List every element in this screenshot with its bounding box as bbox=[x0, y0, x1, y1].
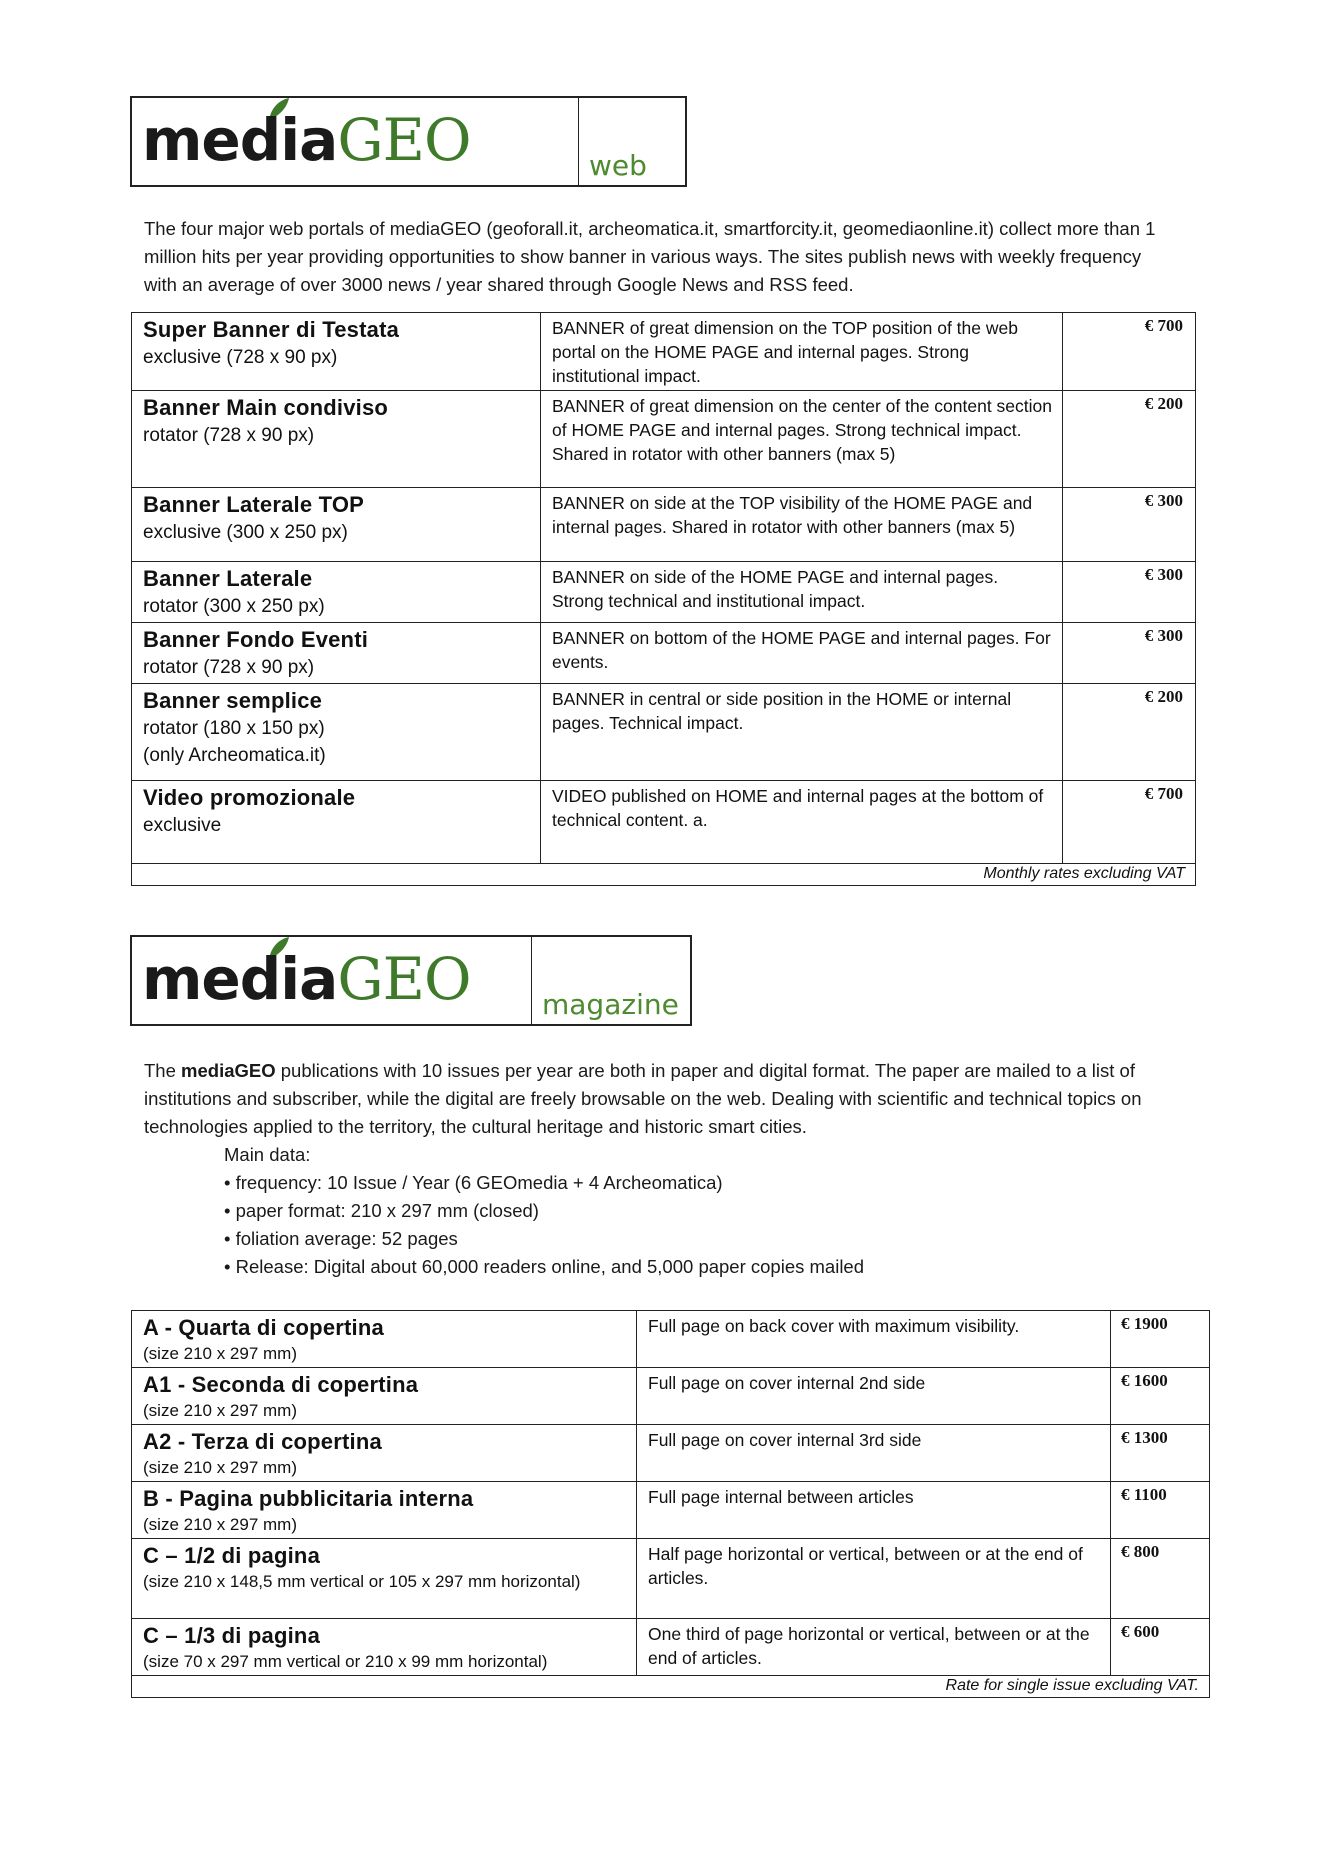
product-spec: (size 210 x 297 mm) bbox=[143, 1344, 297, 1363]
description-cell bbox=[637, 1482, 1111, 1539]
table-row bbox=[132, 781, 1196, 864]
product-name: C – 1/3 di pagina bbox=[143, 1623, 321, 1648]
product-name: Video promozionale bbox=[143, 785, 356, 810]
description-cell bbox=[637, 1539, 1111, 1619]
product-cell bbox=[132, 781, 541, 864]
description-cell bbox=[541, 562, 1063, 623]
product-spec: rotator (300 x 250 px) bbox=[143, 596, 325, 617]
magazine-footnote: Rate for single issue excluding VAT. bbox=[132, 1676, 1210, 1698]
product-description: BANNER of great dimension on the TOP position of the web portal on the HOME PAGE and internal pages. Strong institutional impact. bbox=[552, 318, 1018, 386]
product-name: Banner Main condiviso bbox=[143, 395, 389, 420]
product-description: BANNER on bottom of the HOME PAGE and internal pages. For events. bbox=[552, 628, 1051, 672]
price-cell: € 600 bbox=[1111, 1619, 1210, 1676]
list-item: • foliation average: 52 pages bbox=[224, 1228, 458, 1249]
product-description: Full page on cover internal 2nd side bbox=[648, 1373, 926, 1393]
product-name: B - Pagina pubblicitaria interna bbox=[143, 1486, 474, 1511]
product-cell bbox=[132, 313, 541, 391]
product-cell bbox=[132, 684, 541, 781]
description-cell bbox=[541, 623, 1063, 684]
product-name: A - Quarta di copertina bbox=[143, 1315, 384, 1340]
product-name: Banner Laterale bbox=[143, 566, 313, 591]
description-cell bbox=[541, 391, 1063, 488]
product-spec: (size 210 x 148,5 mm vertical or 105 x 297 mm horizontal) bbox=[143, 1572, 581, 1591]
price-cell: € 1100 bbox=[1111, 1482, 1210, 1539]
logo-media-text: media bbox=[142, 106, 338, 174]
product-spec: rotator (180 x 150 px) bbox=[143, 718, 325, 739]
table-footer-row bbox=[132, 864, 1196, 886]
product-spec: (size 210 x 297 mm) bbox=[143, 1401, 297, 1420]
product-cell bbox=[132, 1368, 637, 1425]
table-row bbox=[132, 1368, 1210, 1425]
price-cell: € 200 bbox=[1063, 391, 1196, 488]
product-spec: (size 70 x 297 mm vertical or 210 x 99 mm horizontal) bbox=[143, 1652, 548, 1671]
intro-brand: mediaGEO bbox=[181, 1060, 276, 1081]
product-name: Banner Laterale TOP bbox=[143, 492, 365, 517]
price-cell: € 200 bbox=[1063, 684, 1196, 781]
product-description: BANNER on side of the HOME PAGE and internal pages. Strong technical and institutional impact. bbox=[552, 567, 999, 611]
product-description: Full page on back cover with maximum visibility. bbox=[648, 1316, 1020, 1336]
product-cell bbox=[132, 391, 541, 488]
table-row bbox=[132, 1425, 1210, 1482]
product-spec: exclusive (728 x 90 px) bbox=[143, 347, 338, 368]
product-description: One third of page horizontal or vertical, between or at the end of articles. bbox=[648, 1624, 1090, 1668]
product-name: C – 1/2 di pagina bbox=[143, 1543, 321, 1568]
description-cell bbox=[637, 1425, 1111, 1482]
intro-prefix: The bbox=[144, 1060, 182, 1081]
magazine-logo-panel bbox=[132, 937, 532, 1024]
product-description: Full page internal between articles bbox=[648, 1487, 914, 1507]
product-spec: (only Archeomatica.it) bbox=[143, 745, 326, 766]
intro-rest: publications with 10 issues per year are both in paper and digital format. The paper are mailed to a list of institutions and subscriber, while the digital are freely browsable on the web. Dealing with scientific and technical topics on technologies applied to the territory, the cultural heritage and historic smart cities. bbox=[144, 1060, 1142, 1137]
main-data-label: Main data: bbox=[224, 1144, 311, 1165]
product-name: A1 - Seconda di copertina bbox=[143, 1372, 419, 1397]
description-cell bbox=[541, 684, 1063, 781]
logo-geo-text: GEO bbox=[337, 945, 471, 1013]
main-data-list bbox=[224, 1141, 864, 1281]
table-row bbox=[132, 1539, 1210, 1619]
table-row bbox=[132, 488, 1196, 562]
list-item: • paper format: 210 x 297 mm (closed) bbox=[224, 1200, 539, 1221]
product-cell bbox=[132, 562, 541, 623]
magazine-logo-subtitle: magazine bbox=[542, 988, 679, 1021]
product-name: Super Banner di Testata bbox=[143, 317, 400, 342]
price-cell: € 300 bbox=[1063, 562, 1196, 623]
price-cell: € 700 bbox=[1063, 781, 1196, 864]
magazine-logo-sub-panel bbox=[532, 937, 690, 1024]
price-cell: € 1900 bbox=[1111, 1311, 1210, 1368]
description-cell bbox=[541, 781, 1063, 864]
product-cell bbox=[132, 488, 541, 562]
description-cell bbox=[541, 488, 1063, 562]
magazine-rates-table bbox=[131, 1310, 1210, 1698]
price-cell: € 700 bbox=[1063, 313, 1196, 391]
magazine-intro-paragraph bbox=[144, 1057, 1194, 1141]
product-name: Banner semplice bbox=[143, 688, 323, 713]
price-cell: € 800 bbox=[1111, 1539, 1210, 1619]
description-cell bbox=[637, 1311, 1111, 1368]
web-intro-paragraph: The four major web portals of mediaGEO (geoforall.it, archeomatica.it, smartforcity.it, geomediaonline.it) collect more than 1 million hits per year providing opportunities to show banner in various ways. The sites publish news with weekly frequency with an average of over 3000 news / year shared through Google News and RSS feed. bbox=[144, 218, 1156, 295]
price-cell: € 1600 bbox=[1111, 1368, 1210, 1425]
product-cell bbox=[132, 1482, 637, 1539]
web-logo-panel bbox=[132, 98, 579, 185]
price-cell: € 300 bbox=[1063, 488, 1196, 562]
list-item: • Release: Digital about 60,000 readers online, and 5,000 paper copies mailed bbox=[224, 1256, 865, 1277]
product-cell bbox=[132, 1311, 637, 1368]
description-cell bbox=[541, 313, 1063, 391]
product-description: BANNER in central or side position in the HOME or internal pages. Technical impact. bbox=[552, 689, 1012, 733]
product-description: Half page horizontal or vertical, between or at the end of articles. bbox=[648, 1544, 1083, 1588]
product-description: BANNER on side at the TOP visibility of the HOME PAGE and internal pages. Shared in rotator with other banners (max 5) bbox=[552, 493, 1033, 537]
description-cell bbox=[637, 1368, 1111, 1425]
table-row bbox=[132, 1482, 1210, 1539]
logo-geo-text: GEO bbox=[337, 106, 471, 174]
table-row bbox=[132, 1619, 1210, 1676]
product-description: VIDEO published on HOME and internal pages at the bottom of technical content. a. bbox=[552, 786, 1044, 830]
product-spec: rotator (728 x 90 px) bbox=[143, 425, 315, 446]
web-footnote: Monthly rates excluding VAT bbox=[132, 864, 1196, 886]
table-row bbox=[132, 562, 1196, 623]
web-logo-subtitle: web bbox=[589, 149, 647, 182]
product-cell bbox=[132, 1619, 637, 1676]
product-name: Banner Fondo Eventi bbox=[143, 627, 369, 652]
product-cell bbox=[132, 1425, 637, 1482]
product-cell bbox=[132, 623, 541, 684]
web-logo-sub-panel bbox=[579, 98, 685, 185]
price-cell: € 300 bbox=[1063, 623, 1196, 684]
table-row bbox=[132, 1311, 1210, 1368]
product-spec: exclusive bbox=[143, 815, 222, 836]
table-row bbox=[132, 313, 1196, 391]
logo-media-text: media bbox=[142, 945, 338, 1013]
magazine-logo-box bbox=[130, 935, 692, 1026]
product-description: Full page on cover internal 3rd side bbox=[648, 1430, 922, 1450]
product-spec: (size 210 x 297 mm) bbox=[143, 1515, 297, 1534]
price-cell: € 1300 bbox=[1111, 1425, 1210, 1482]
web-logo-wordmark bbox=[142, 106, 471, 174]
product-spec: exclusive (300 x 250 px) bbox=[143, 522, 348, 543]
product-spec: (size 210 x 297 mm) bbox=[143, 1458, 297, 1477]
product-spec: rotator (728 x 90 px) bbox=[143, 657, 315, 678]
list-item: • frequency: 10 Issue / Year (6 GEOmedia + 4 Archeomatica) bbox=[224, 1172, 723, 1193]
web-rates-table bbox=[131, 312, 1196, 886]
table-row bbox=[132, 684, 1196, 781]
table-row bbox=[132, 391, 1196, 488]
web-logo-box bbox=[130, 96, 687, 187]
product-name: A2 - Terza di copertina bbox=[143, 1429, 382, 1454]
product-description: BANNER of great dimension on the center of the content section of HOME PAGE and internal pages. Strong technical impact. Shared in rotator with other banners (max 5) bbox=[552, 396, 1053, 464]
description-cell bbox=[637, 1619, 1111, 1676]
table-footer-row bbox=[132, 1676, 1210, 1698]
magazine-logo-wordmark bbox=[142, 945, 471, 1013]
table-row bbox=[132, 623, 1196, 684]
product-cell bbox=[132, 1539, 637, 1619]
